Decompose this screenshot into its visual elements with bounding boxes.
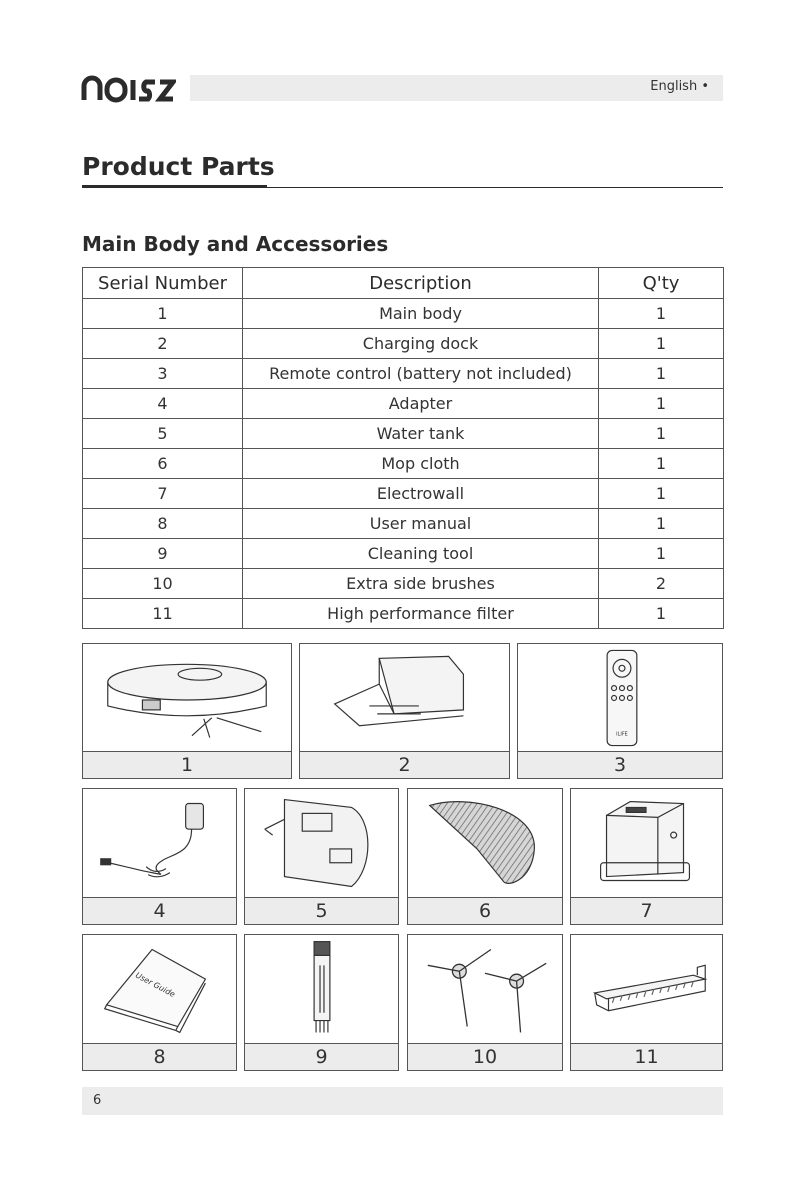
qty-cell: 1 xyxy=(599,299,724,329)
table-row xyxy=(83,449,724,479)
description-cell: Water tank xyxy=(243,419,599,449)
mop-cloth-icon xyxy=(408,789,562,898)
qty-cell: 1 xyxy=(599,359,724,389)
side-brushes-icon xyxy=(408,935,562,1044)
qty-cell: 1 xyxy=(599,449,724,479)
description-cell: Mop cloth xyxy=(243,449,599,479)
item-tile-2 xyxy=(299,643,510,779)
water-tank-icon xyxy=(245,789,398,898)
adapter-icon xyxy=(83,789,236,898)
description-cell: Charging dock xyxy=(243,329,599,359)
description-cell: Adapter xyxy=(243,389,599,419)
serial-cell: 8 xyxy=(83,509,243,539)
column-header-qty: Q'ty xyxy=(599,268,724,299)
remote-brand-text: ILIFE xyxy=(616,731,628,738)
item-tile-7 xyxy=(570,788,723,925)
description-cell: Cleaning tool xyxy=(243,539,599,569)
column-header-description: Description xyxy=(243,268,599,299)
item-number: 11 xyxy=(570,1043,723,1071)
qty-cell: 1 xyxy=(599,599,724,629)
qty-cell: 1 xyxy=(599,329,724,359)
item-tile-9 xyxy=(244,934,399,1071)
page-number: 6 xyxy=(93,1093,102,1108)
table-row xyxy=(83,509,724,539)
item-number: 5 xyxy=(244,897,399,925)
serial-cell: 5 xyxy=(83,419,243,449)
serial-cell: 4 xyxy=(83,389,243,419)
serial-cell: 3 xyxy=(83,359,243,389)
item-tile-10 xyxy=(407,934,563,1071)
item-tile-3 xyxy=(517,643,723,779)
table-row xyxy=(83,359,724,389)
remote-control-icon xyxy=(518,644,722,752)
section-title: Main Body and Accessories xyxy=(82,232,389,256)
item-tile-8 xyxy=(82,934,237,1071)
header-bar xyxy=(190,75,723,101)
brand-logo xyxy=(80,72,176,104)
page-title: Product Parts xyxy=(82,152,275,181)
brand-logo-text: noisz xyxy=(80,72,83,73)
description-cell: Main body xyxy=(243,299,599,329)
description-cell: High performance filter xyxy=(243,599,599,629)
item-number: 10 xyxy=(407,1043,563,1071)
description-cell: Electrowall xyxy=(243,479,599,509)
qty-cell: 1 xyxy=(599,389,724,419)
language-label: English • xyxy=(650,79,709,94)
item-number: 7 xyxy=(570,897,723,925)
table-row xyxy=(83,389,724,419)
parts-table xyxy=(82,267,724,629)
qty-cell: 2 xyxy=(599,569,724,599)
serial-cell: 9 xyxy=(83,539,243,569)
serial-cell: 2 xyxy=(83,329,243,359)
item-number: 4 xyxy=(82,897,237,925)
item-number: 3 xyxy=(517,751,723,779)
table-row xyxy=(83,329,724,359)
table-row xyxy=(83,569,724,599)
charging-dock-icon xyxy=(300,644,509,752)
table-row xyxy=(83,479,724,509)
description-cell: User manual xyxy=(243,509,599,539)
user-manual-icon xyxy=(83,935,236,1044)
table-row xyxy=(83,299,724,329)
serial-cell: 10 xyxy=(83,569,243,599)
manual-cover-text: User Guide xyxy=(133,970,177,1000)
electrowall-icon xyxy=(571,789,722,898)
item-tile-5 xyxy=(244,788,399,925)
serial-cell: 7 xyxy=(83,479,243,509)
table-row xyxy=(83,419,724,449)
item-tile-4 xyxy=(82,788,237,925)
serial-cell: 1 xyxy=(83,299,243,329)
table-header-row xyxy=(83,268,724,299)
filter-icon xyxy=(571,935,722,1044)
item-number: 9 xyxy=(244,1043,399,1071)
qty-cell: 1 xyxy=(599,479,724,509)
column-header-serial: Serial Number xyxy=(83,268,243,299)
cleaning-tool-icon xyxy=(245,935,398,1044)
item-tile-11 xyxy=(570,934,723,1071)
item-number: 2 xyxy=(299,751,510,779)
qty-cell: 1 xyxy=(599,419,724,449)
item-tile-6 xyxy=(407,788,563,925)
item-number: 8 xyxy=(82,1043,237,1071)
item-tile-1 xyxy=(82,643,292,779)
description-cell: Remote control (battery not included) xyxy=(243,359,599,389)
item-number: 1 xyxy=(82,751,292,779)
item-number: 6 xyxy=(407,897,563,925)
robot-vacuum-icon xyxy=(83,644,291,752)
serial-cell: 6 xyxy=(83,449,243,479)
qty-cell: 1 xyxy=(599,539,724,569)
title-underline xyxy=(82,185,267,188)
description-cell: Extra side brushes xyxy=(243,569,599,599)
table-row xyxy=(83,539,724,569)
serial-cell: 11 xyxy=(83,599,243,629)
table-row xyxy=(83,599,724,629)
qty-cell: 1 xyxy=(599,509,724,539)
footer-bar xyxy=(82,1087,723,1115)
